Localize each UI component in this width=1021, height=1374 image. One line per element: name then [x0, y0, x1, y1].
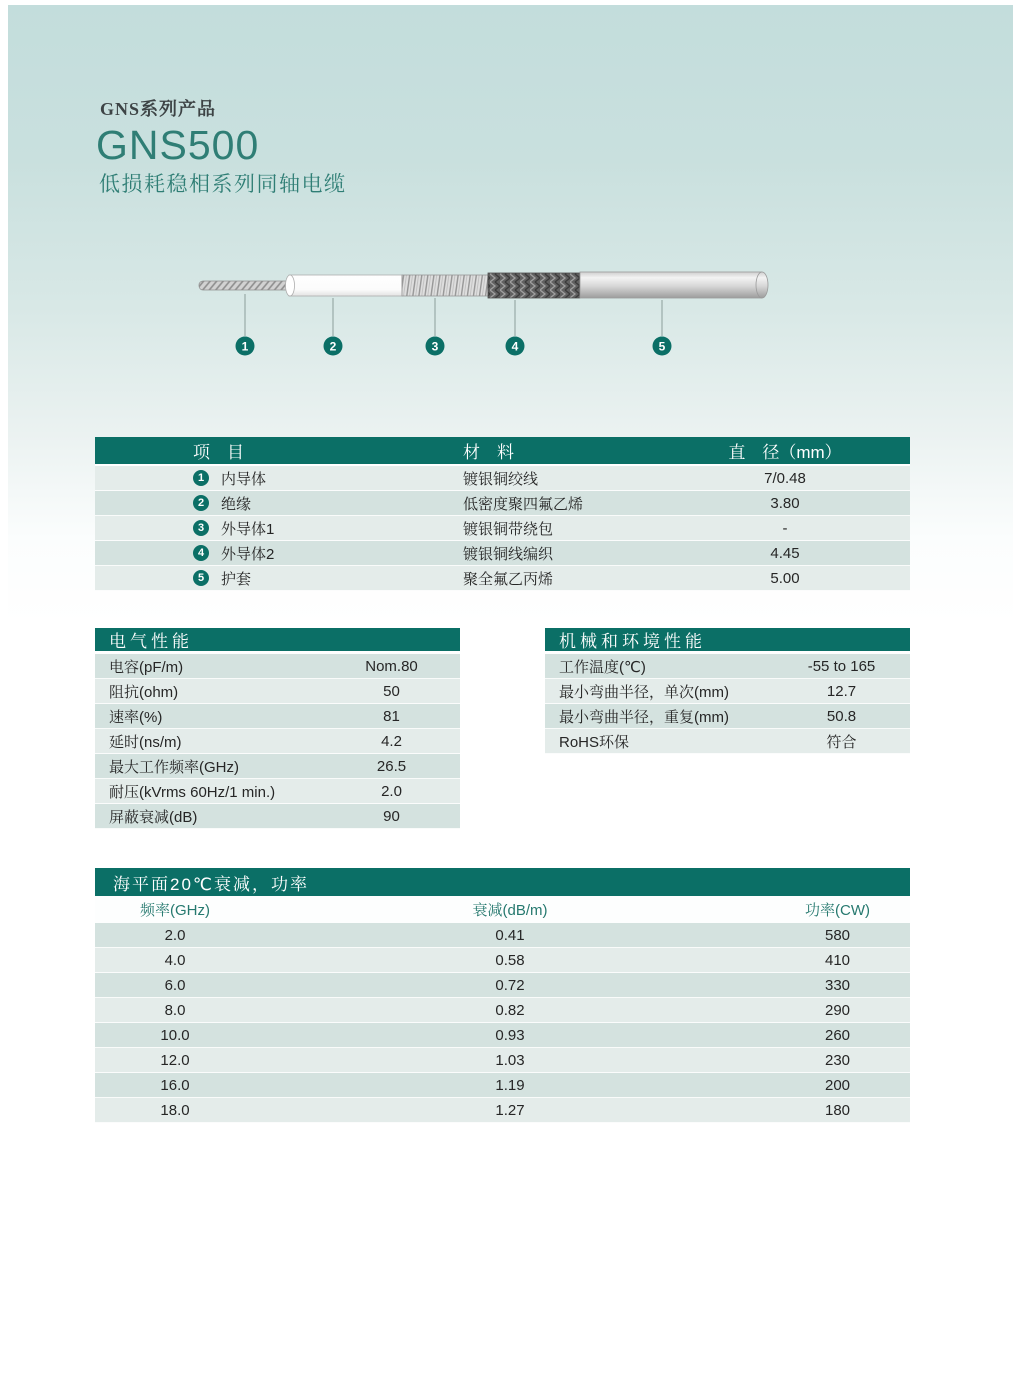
spec-value: 符合: [826, 733, 857, 751]
table-row: [95, 516, 910, 541]
jacket-graphic: [580, 272, 768, 298]
spec-label: 最小弯曲半径，重复(mm): [559, 708, 729, 726]
spec-value: Nom.80: [365, 657, 418, 675]
attenuation-value: 0.72: [495, 976, 525, 994]
item-name: 绝缘: [221, 495, 252, 513]
table-row: [95, 654, 460, 679]
spec-value: 12.7: [826, 682, 857, 700]
spec-value: 90: [383, 807, 400, 825]
frequency-value: 18.0: [160, 1101, 190, 1119]
table-row: [95, 973, 910, 998]
spec-label: 屏蔽衰减(dB): [109, 808, 198, 826]
power-value: 260: [824, 1026, 851, 1044]
outer-conductor-2-graphic: [488, 273, 580, 298]
frequency-value: 16.0: [160, 1076, 190, 1094]
table-row: [95, 679, 460, 704]
table-row: [95, 704, 460, 729]
col-attenuation: 衰减(dB/m): [472, 902, 548, 919]
header-item: 项 目: [193, 443, 244, 462]
insulation-graphic: [286, 275, 403, 296]
table-row: [95, 754, 460, 779]
item-diameter: 4.45: [770, 544, 800, 562]
mechanical-table: [545, 628, 910, 754]
attenuation-value: 1.27: [495, 1101, 525, 1119]
item-material: 镀银铜带绕包: [463, 520, 554, 538]
outer-conductor-1-graphic: [402, 275, 488, 296]
power-value: 180: [824, 1101, 851, 1119]
frequency-value: 12.0: [160, 1051, 190, 1069]
col-frequency: 频率(GHz): [140, 902, 210, 919]
item-number-badge: 1: [193, 470, 209, 486]
callout-1: 1: [241, 339, 249, 354]
electrical-table: [95, 628, 460, 829]
spec-label: 速率(%): [109, 708, 163, 726]
spec-label: 延时(ns/m): [109, 733, 182, 751]
spec-label: 工作温度(℃): [559, 658, 646, 676]
power-value: 410: [824, 951, 851, 969]
item-number-badge: 3: [193, 520, 209, 536]
table-row: [95, 1073, 910, 1098]
spec-value: 81: [383, 707, 400, 725]
item-number-badge: 4: [193, 545, 209, 561]
spec-value: 50.8: [826, 707, 857, 725]
cable-diagram: [0, 250, 1021, 370]
callout-3: 3: [431, 339, 439, 354]
header-diameter: 直 径（mm）: [728, 443, 842, 462]
power-value: 580: [824, 926, 851, 944]
table-row: [95, 466, 910, 491]
callout-4: 4: [511, 339, 519, 354]
item-material: 镀银铜绞线: [463, 470, 539, 488]
series-label: GNS系列产品: [100, 99, 217, 119]
power-value: 330: [824, 976, 851, 994]
table-row: [95, 541, 910, 566]
product-subtitle: 低损耗稳相系列同轴电缆: [99, 173, 347, 196]
spec-label: RoHS环保: [559, 733, 630, 751]
power-value: 200: [824, 1076, 851, 1094]
frequency-value: 8.0: [164, 1001, 186, 1019]
spec-value: 26.5: [376, 757, 407, 775]
spec-value: -55 to 165: [807, 657, 876, 675]
frequency-value: 2.0: [164, 926, 186, 944]
spec-label: 阻抗(ohm): [109, 683, 179, 701]
spec-label: 最大工作频率(GHz): [109, 758, 239, 776]
table-row: [95, 1098, 910, 1123]
table-row: [95, 729, 460, 754]
table-row: [95, 779, 460, 804]
item-name: 内导体: [221, 470, 267, 488]
construction-table: [95, 437, 910, 591]
attenuation-value: 0.41: [495, 926, 525, 944]
col-power: 功率(CW): [805, 902, 870, 919]
attenuation-table-title: 海平面20℃衰减，功率: [95, 868, 910, 896]
item-material: 镀银铜线编织: [463, 545, 554, 563]
attenuation-value: 0.82: [495, 1001, 525, 1019]
table-row: [545, 679, 910, 704]
table-row: [95, 1023, 910, 1048]
table-row: [95, 566, 910, 591]
table-row: [95, 998, 910, 1023]
attenuation-value: 1.03: [495, 1051, 525, 1069]
spec-value: 2.0: [381, 782, 402, 800]
mechanical-table-title: 机械和环境性能: [545, 628, 910, 654]
item-diameter: 3.80: [770, 494, 800, 512]
attenuation-value: 0.93: [495, 1026, 525, 1044]
item-material: 低密度聚四氟乙烯: [463, 495, 584, 513]
product-model-title: GNS500: [96, 122, 260, 168]
spec-label: 最小弯曲半径，单次(mm): [559, 683, 729, 701]
item-number-badge: 5: [193, 570, 209, 586]
inner-conductor-graphic: [199, 281, 294, 290]
table-row: [545, 704, 910, 729]
spec-label: 电容(pF/m): [109, 658, 184, 676]
item-diameter: 7/0.48: [764, 469, 806, 487]
table-row: [95, 923, 910, 948]
attenuation-table: [95, 868, 910, 1123]
table-row: [95, 948, 910, 973]
item-diameter: -: [782, 519, 788, 537]
callout-2: 2: [329, 339, 337, 354]
table-row: [545, 729, 910, 754]
callout-5: 5: [658, 339, 666, 354]
electrical-table-title: 电气性能: [95, 628, 460, 654]
table-row: [545, 654, 910, 679]
spec-value: 50: [383, 682, 400, 700]
item-material: 聚全氟乙丙烯: [463, 570, 554, 588]
item-name: 护套: [221, 570, 252, 588]
frequency-value: 10.0: [160, 1026, 190, 1044]
item-name: 外导体1: [221, 520, 275, 538]
item-diameter: 5.00: [770, 569, 800, 587]
item-name: 外导体2: [221, 545, 275, 563]
frequency-value: 4.0: [164, 951, 186, 969]
header-material: 材 料: [463, 443, 514, 462]
spec-label: 耐压(kVrms 60Hz/1 min.): [109, 783, 276, 801]
power-value: 230: [824, 1051, 851, 1069]
attenuation-value: 1.19: [495, 1076, 525, 1094]
table-row: [95, 491, 910, 516]
leader-lines: [245, 294, 662, 336]
item-number-badge: 2: [193, 495, 209, 511]
construction-table-header: [95, 437, 910, 466]
attenuation-value: 0.58: [495, 951, 525, 969]
frequency-value: 6.0: [164, 976, 186, 994]
power-value: 290: [824, 1001, 851, 1019]
attenuation-column-headers: [95, 896, 910, 923]
table-row: [95, 804, 460, 829]
callout-badges: [236, 337, 672, 356]
spec-value: 4.2: [381, 732, 402, 750]
table-row: [95, 1048, 910, 1073]
